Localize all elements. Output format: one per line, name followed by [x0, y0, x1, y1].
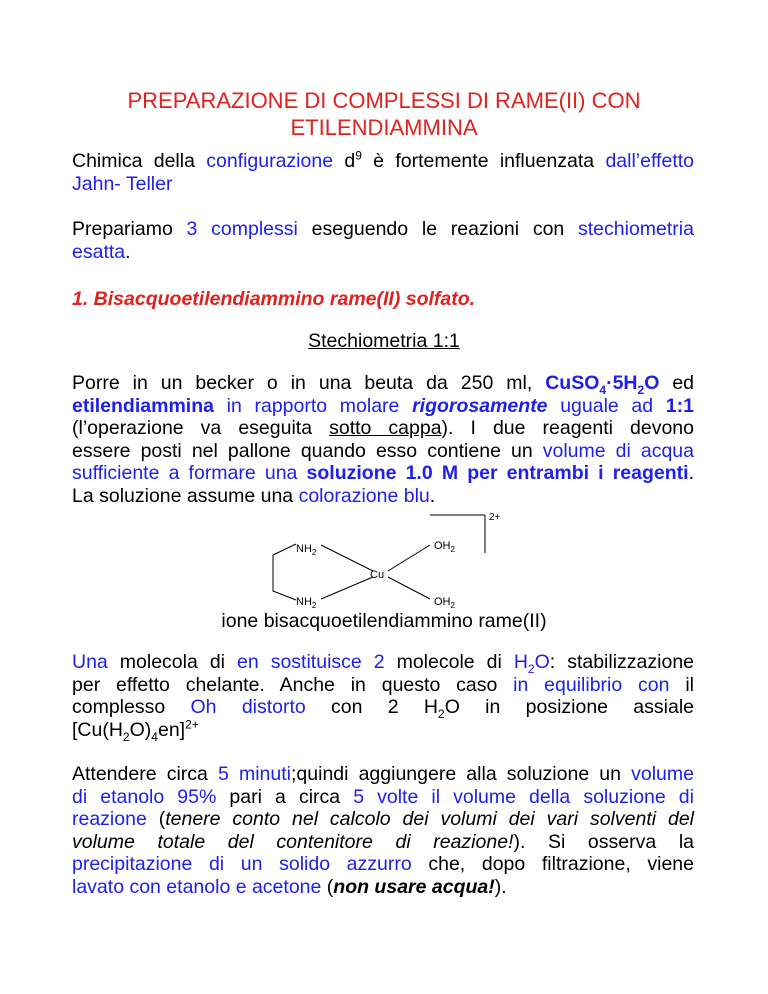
text-run: eseguendo le reazioni con — [297, 218, 579, 240]
cu-label: Cu — [370, 569, 385, 581]
highlight-term: Oh — [190, 696, 217, 718]
structure-caption: ione bisacquoetilendiammino rame(II) — [221, 610, 547, 632]
highlight-term: 3 — [186, 218, 198, 240]
superscript: 9 — [355, 148, 362, 163]
formula-h2o: $H_2O$ — [513, 651, 550, 676]
highlight-term: soluzione 1.0 M per entrambi i reagenti — [306, 462, 689, 484]
highlight-term: volume — [631, 763, 694, 785]
highlight-term: lavato con etanolo e acetone — [72, 875, 322, 898]
highlight-term: en sostituisce 2 — [237, 651, 385, 673]
highlight-term: di etanolo 95% — [72, 785, 217, 808]
complex-structure-diagram — [260, 505, 520, 610]
ratio-value: 1:1 — [665, 394, 694, 417]
stoichiometry-label: Stechiometria 1:1 — [308, 330, 460, 352]
highlight-term: complessi — [211, 218, 298, 240]
nh2-top-label: $NH_2$ — [296, 543, 317, 557]
title-line-2: ETILENDIAMMINA — [290, 115, 478, 140]
section-heading-1: 1. Bisacquoetilendiammino rame(II) solfato. — [72, 288, 476, 310]
highlight-term: reazione — [72, 808, 147, 830]
highlight-term: distorto — [241, 696, 306, 718]
bond-n-cu-bottom — [321, 577, 373, 599]
highlight-term: esatta — [72, 240, 126, 263]
highlight-term: etilendiammina — [72, 394, 214, 417]
highlight-term: in equilibrio con — [513, 673, 670, 696]
warning-text: non usare acqua! — [333, 875, 495, 898]
highlight-term: configurazione — [206, 150, 334, 172]
highlight-term: colorazione blu — [298, 484, 430, 507]
highlight-term: stechiometria — [578, 218, 694, 240]
highlight-term: dall’effetto — [605, 150, 694, 172]
text-run: Prepariamo — [72, 218, 187, 240]
procedure-paragraph: Porre in un becker o in una beuta da 250 ml, $CuSO_4\cdot 5H_2O$ ed etilendiammina in rapporto molare rigorosamente uguale ad 1:1 (l’operazione va eseguita sotto cappa). I due reagenti devono essere posti nel pallone quando esso contiene un volume di acqua sufficiente a formare una soluzione 1.0 M per entrambi i reagenti. La soluzione assume una colorazione blu. — [72, 372, 695, 507]
text-run: d — [333, 150, 356, 172]
charge-label: 2+ — [489, 512, 501, 523]
nh2-bottom-label: $NH_2$ — [296, 596, 317, 610]
chelate-paragraph: Una molecola di en sostituisce 2 molecole di $H_2O$: stabilizzazione per effetto chelante. Anche in questo caso in equilibrio con il complesso Oh distorto con 2 $H_2O$ in posizione assiale $[Cu(H_2O)_4en]^{2+}$ — [72, 651, 695, 744]
formula-complex: $[Cu(H_2O)_4en]^{2+}$ — [72, 717, 199, 744]
text-run: è fortemente influenzata — [361, 150, 606, 172]
bond-cu-o-top — [388, 545, 430, 571]
italic-note: volume totale del contenitore di reazione! — [72, 830, 514, 853]
bond-cu-o-bottom — [388, 577, 430, 599]
precipitation-paragraph: Attendere circa 5 minuti;quindi aggiungere alla soluzione un volume di etanolo 95% pari a circa 5 volte il volume della soluzione di reazione (tenere conto nel calcolo dei volumi dei vari solventi del volume totale del contenitore di reazione!). Si osserva la precipitazione di un solido azzurro che, dopo filtrazione, viene lavato con etanolo e acetone (non usare acqua!). — [72, 763, 694, 898]
italic-note: tenere conto nel calcolo dei volumi dei vari solventi del — [165, 808, 694, 830]
highlight-term: 5 volte il volume della soluzione di — [353, 785, 694, 808]
ethylene-bridge — [273, 544, 296, 600]
formula-cuso4: $CuSO_4\cdot 5H_2O$ — [545, 372, 660, 397]
highlight-term: volume di acqua — [542, 439, 694, 462]
underlined-term: sotto cappa — [329, 417, 442, 439]
complexes-paragraph: Prepariamo 3 complessi eseguendo le reazioni con stechiometria esatta. — [72, 218, 694, 263]
title-line-1: PREPARAZIONE DI COMPLESSI DI RAME(II) CON — [127, 88, 641, 113]
text-run: Chimica della — [72, 150, 207, 172]
page-title — [0, 87, 768, 141]
oh2-top-label: $OH_2$ — [434, 540, 455, 554]
highlight-term: rigorosamente — [412, 394, 548, 417]
highlight-term: precipitazione di un solido azzurro — [72, 853, 412, 875]
oh2-bottom-label: $OH_2$ — [434, 596, 455, 610]
bond-n-cu-top — [321, 545, 373, 571]
highlight-term: Jahn- Teller — [72, 172, 173, 195]
intro-paragraph — [72, 150, 694, 195]
highlight-term: 5 minuti — [218, 763, 291, 785]
